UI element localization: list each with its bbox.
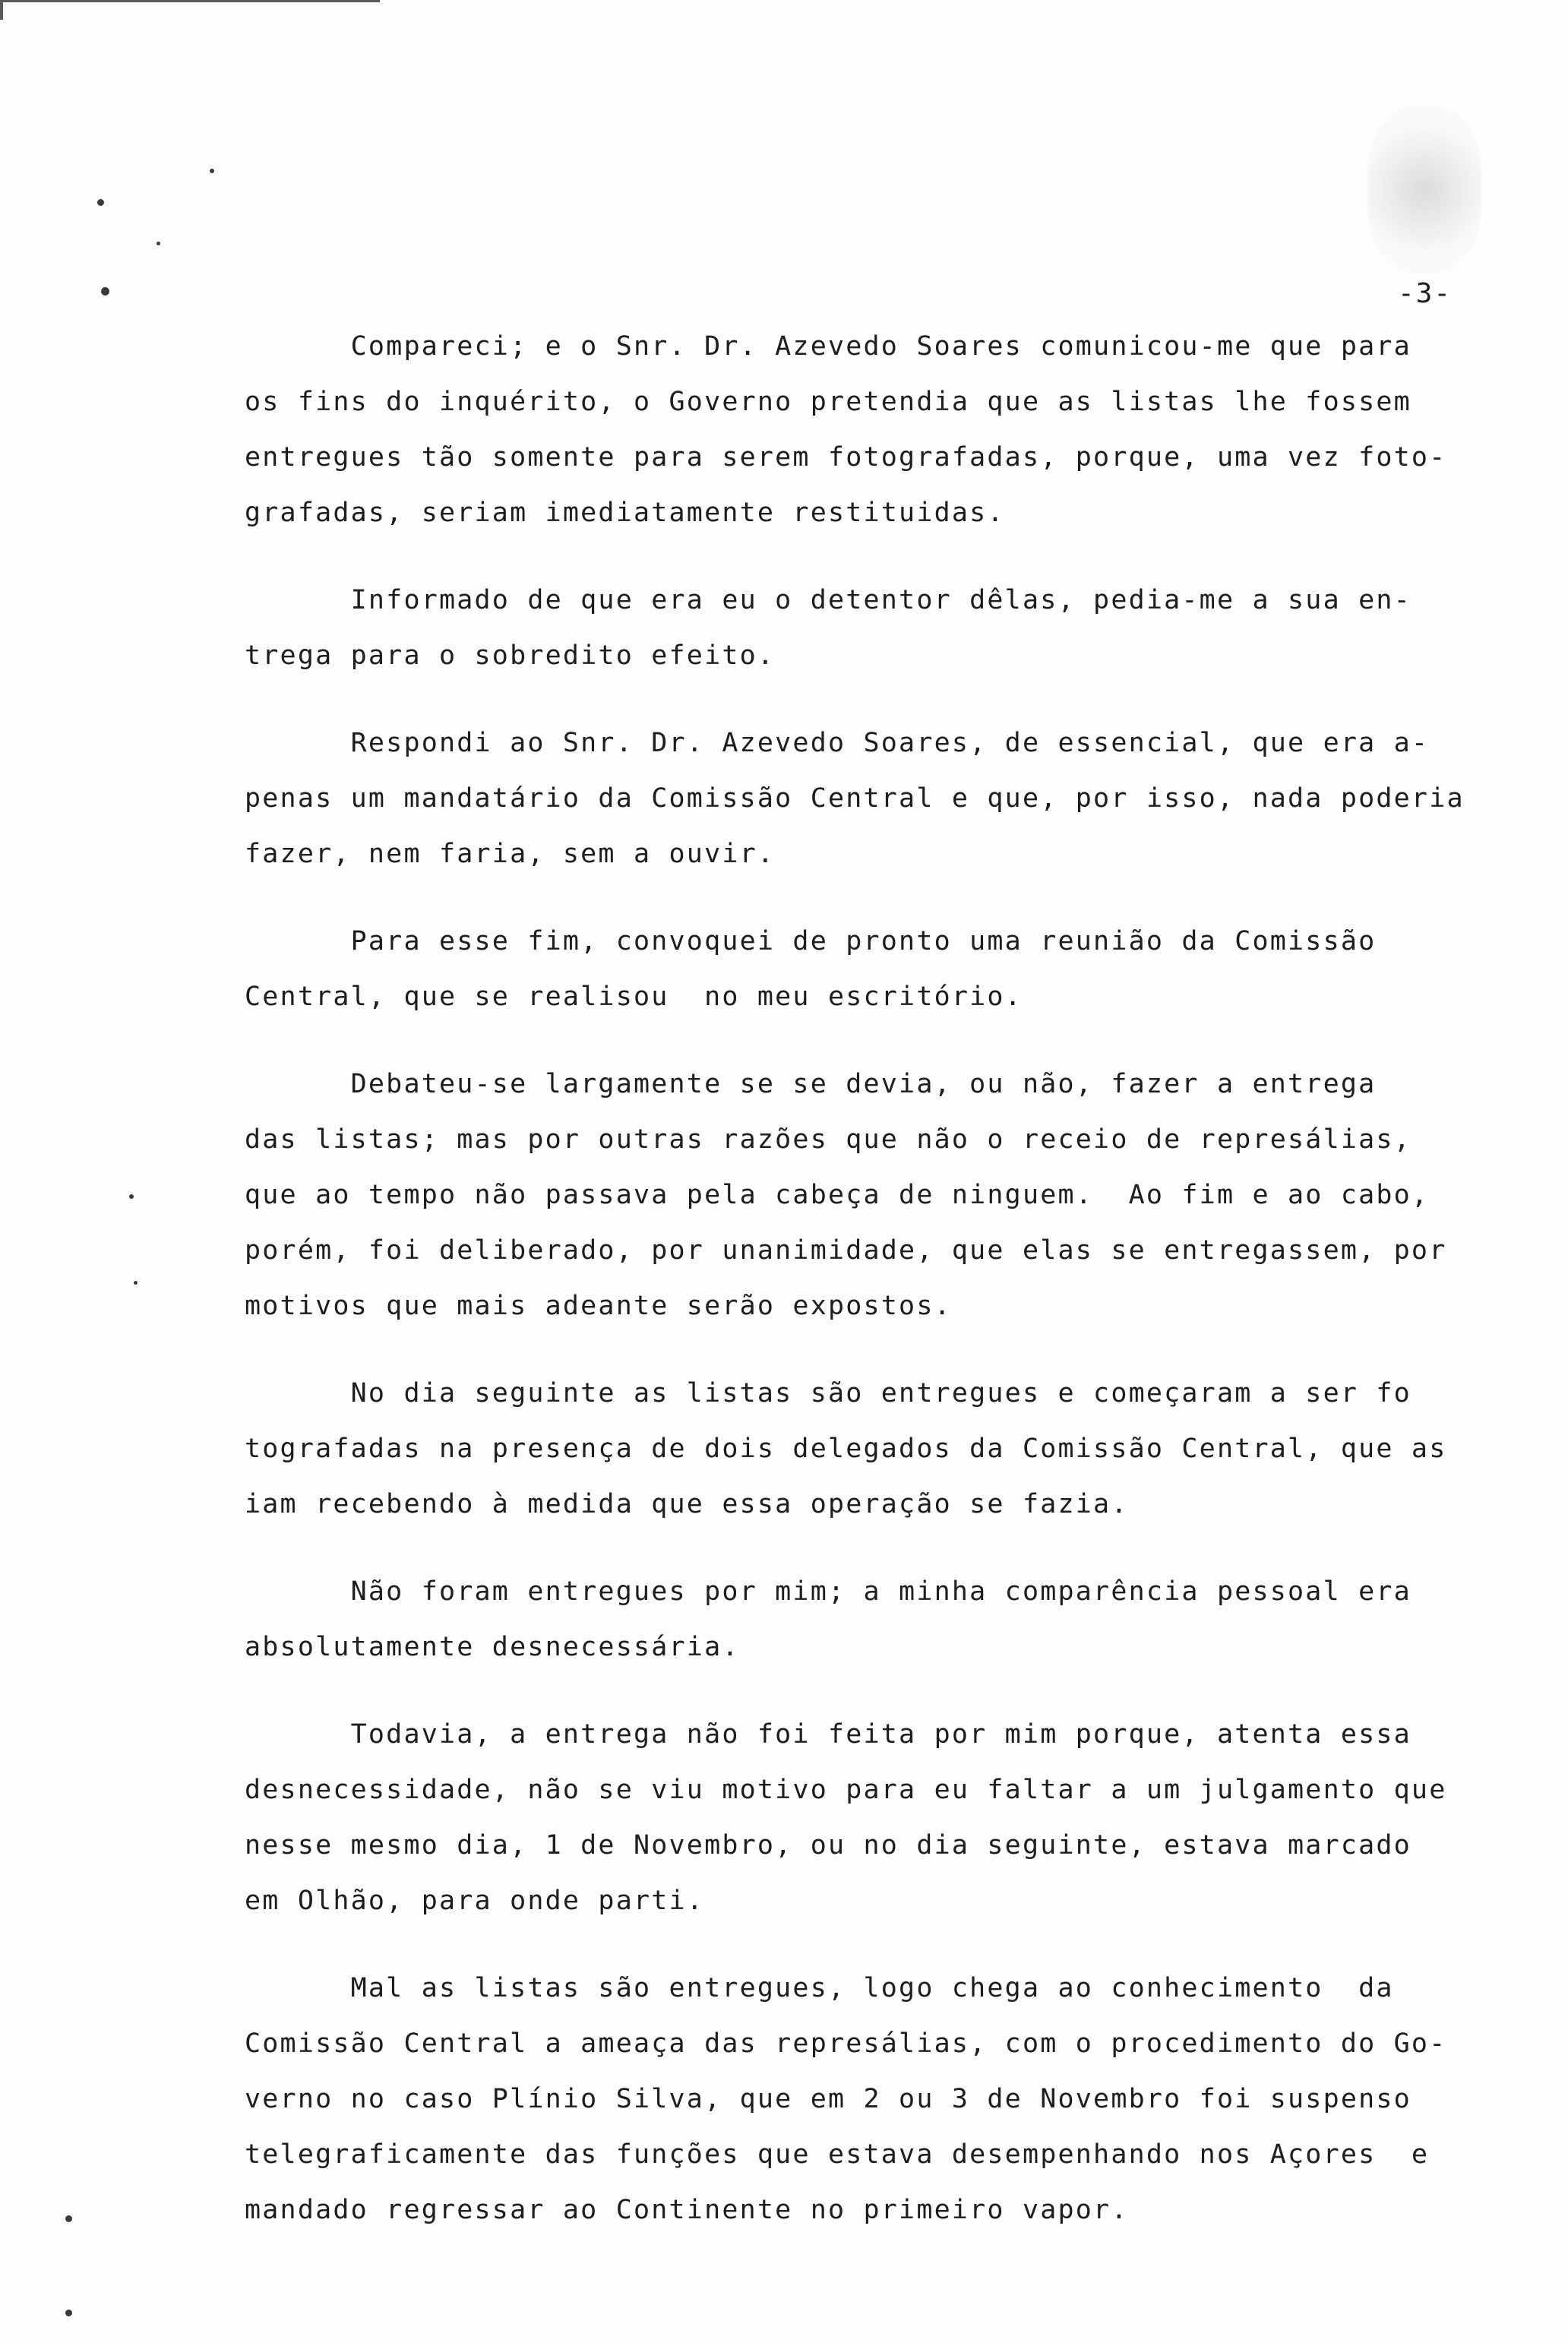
text-line: trega para o sobredito efeito.	[245, 640, 776, 671]
text-line: Todavia, a entrega não foi feita por mim porque, atenta essa	[245, 1719, 1412, 1750]
scan-speck	[156, 242, 160, 245]
scan-border-corner	[0, 0, 3, 20]
scan-speck	[65, 2310, 72, 2316]
text-line: Compareci; e o Snr. Dr. Azevedo Soares comunicou-me que para	[245, 331, 1412, 362]
text-line: Comissão Central a ameaça das represálias, com o procedimento do Go-	[245, 2028, 1447, 2059]
text-line: Para esse fim, convoquei de pronto uma reunião da Comissão	[245, 926, 1377, 956]
text-line: nesse mesmo dia, 1 de Novembro, ou no dia seguinte, estava marcado	[245, 1830, 1412, 1861]
text-line: Respondi ao Snr. Dr. Azevedo Soares, de essencial, que era a-	[245, 728, 1430, 758]
scan-speck	[129, 1194, 134, 1199]
text-line: porém, foi deliberado, por unanimidade, que elas se entregassem, por	[245, 1235, 1447, 1266]
scan-speck	[97, 199, 104, 206]
text-line: mandado regressar ao Continente no primeiro vapor.	[245, 2195, 1129, 2225]
text-line: entregues tão somente para serem fotografadas, porque, uma vez foto-	[245, 442, 1447, 473]
page-number: -3-	[1398, 278, 1453, 309]
text-line: Informado de que era eu o detentor dêlas, pedia-me a sua en-	[245, 585, 1412, 615]
scan-smudge	[1367, 106, 1481, 273]
text-line: No dia seguinte as listas são entregues e começaram a ser fo	[245, 1378, 1412, 1409]
body-text	[245, 319, 1536, 2238]
scan-speck	[101, 287, 109, 296]
text-line: absolutamente desnecessária.	[245, 1632, 740, 1662]
paragraph	[245, 716, 1536, 882]
text-line: motivos que mais adeante serão expostos.	[245, 1291, 952, 1321]
scan-border-top	[0, 0, 380, 2]
text-line: que ao tempo não passava pela cabeça de ninguem. Ao fim e ao cabo,	[245, 1180, 1430, 1210]
text-line: iam recebendo à medida que essa operação se fazia.	[245, 1489, 1129, 1519]
text-line: penas um mandatário da Comissão Central e que, por isso, nada poderia	[245, 783, 1465, 814]
paragraph	[245, 1961, 1536, 2238]
text-line: telegraficamente das funções que estava desempenhando nos Açores e	[245, 2139, 1430, 2170]
text-line: em Olhão, para onde parti.	[245, 1886, 705, 1916]
scan-speck	[134, 1281, 138, 1285]
text-line: das listas; mas por outras razões que não o receio de represálias,	[245, 1124, 1412, 1155]
text-line: fazer, nem faria, sem a ouvir.	[245, 839, 776, 869]
text-line: os fins do inquérito, o Governo pretendia que as listas lhe fossem	[245, 387, 1412, 417]
scan-speck	[65, 2215, 72, 2222]
text-line: grafadas, seriam imediatamente restituidas.	[245, 498, 1005, 528]
paragraph	[245, 914, 1536, 1025]
text-line: tografadas na presença de dois delegados da Comissão Central, que as	[245, 1434, 1447, 1464]
text-line: desnecessidade, não se viu motivo para eu faltar a um julgamento que	[245, 1775, 1447, 1805]
paragraph	[245, 1707, 1536, 1929]
scan-speck	[210, 169, 214, 173]
paragraph	[245, 573, 1536, 684]
paragraph	[245, 319, 1536, 541]
text-line: Central, que se realisou no meu escritório.	[245, 982, 1023, 1012]
paragraph	[245, 1366, 1536, 1532]
paragraph	[245, 1564, 1536, 1675]
text-line: Mal as listas são entregues, logo chega ao conhecimento da	[245, 1973, 1394, 2003]
paragraph	[245, 1057, 1536, 1334]
text-line: Não foram entregues por mim; a minha comparência pessoal era	[245, 1576, 1412, 1607]
text-line: Debateu-se largamente se se devia, ou não, fazer a entrega	[245, 1069, 1377, 1099]
text-line: verno no caso Plínio Silva, que em 2 ou 3 de Novembro foi suspenso	[245, 2084, 1412, 2114]
